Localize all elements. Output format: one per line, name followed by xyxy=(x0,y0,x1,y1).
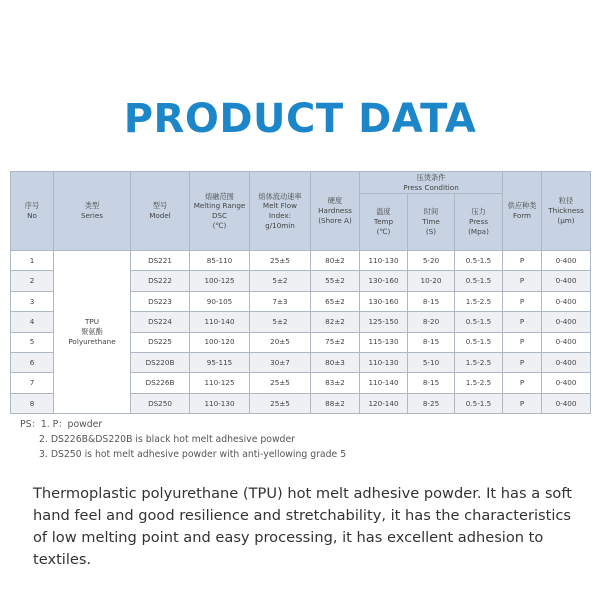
header-text: Press Condition xyxy=(403,182,459,192)
header-text: (Mpa) xyxy=(468,226,489,236)
table-row xyxy=(11,251,591,271)
cell-hardness: 82±2 xyxy=(311,312,360,332)
header-thickness xyxy=(542,172,591,251)
product-description: Thermoplastic polyurethane (TPU) hot melt adhesive powder. It has a soft hand feel and good resilience and stretchability, it has the characteristics of low melting point and easy processing, it has excellent adhesion to textiles. xyxy=(33,485,572,568)
header-melting-range xyxy=(190,172,250,251)
cell-hardness: 83±2 xyxy=(311,373,360,393)
cell-hardness: 55±2 xyxy=(311,271,360,291)
cell-no: 8 xyxy=(11,393,54,413)
cell-thickness: 0-400 xyxy=(542,271,591,291)
header-text: (℃) xyxy=(376,226,391,236)
cell-press: 0.5-1.5 xyxy=(455,332,503,352)
header-text: No xyxy=(27,211,37,220)
header-text: 供应种类 xyxy=(507,201,537,211)
cell-model: DS225 xyxy=(131,332,190,352)
cell-time: 8-25 xyxy=(408,393,455,413)
cell-melting: 85-110 xyxy=(190,251,250,271)
series-text: 聚氨酯 xyxy=(81,327,103,337)
note-item xyxy=(20,432,346,447)
header-text: Press xyxy=(469,217,488,227)
notes-prefix: PS： xyxy=(20,419,41,430)
note-item xyxy=(20,447,346,462)
cell-mfi: 5±2 xyxy=(250,312,311,332)
cell-time: 5-10 xyxy=(408,352,455,372)
cell-mfi: 30±7 xyxy=(250,352,311,372)
header-time xyxy=(408,194,455,251)
cell-temp: 115-130 xyxy=(360,332,408,352)
cell-no: 7 xyxy=(11,373,54,393)
header-text: Series xyxy=(80,211,104,220)
cell-model: DS222 xyxy=(131,271,190,291)
cell-press: 0.5-1.5 xyxy=(455,251,503,271)
cell-model: DS223 xyxy=(131,291,190,311)
series-cell xyxy=(54,251,131,414)
cell-time: 8-15 xyxy=(408,373,455,393)
cell-press: 1.5-2.5 xyxy=(455,373,503,393)
cell-time: 8-20 xyxy=(408,312,455,332)
cell-temp: 110-140 xyxy=(360,373,408,393)
header-form xyxy=(503,172,542,251)
header-text: Thickness xyxy=(548,206,584,216)
cell-temp: 125-150 xyxy=(360,312,408,332)
cell-thickness: 0-400 xyxy=(542,352,591,372)
cell-form: P xyxy=(503,271,542,291)
header-temp xyxy=(360,194,408,251)
header-text: 类型 xyxy=(84,201,100,211)
note-text: 1. P：powder xyxy=(40,419,103,430)
cell-form: P xyxy=(503,373,542,393)
cell-form: P xyxy=(503,312,542,332)
header-text: (μm) xyxy=(557,215,575,225)
header-hardness xyxy=(311,172,360,251)
cell-mfi: 7±3 xyxy=(250,291,311,311)
cell-melting: 110-140 xyxy=(190,312,250,332)
header-text: 熔体流动速率 xyxy=(258,191,302,201)
cell-thickness: 0-400 xyxy=(542,291,591,311)
cell-form: P xyxy=(503,291,542,311)
cell-melting: 110-130 xyxy=(190,393,250,413)
cell-time: 10-20 xyxy=(408,271,455,291)
header-model xyxy=(131,172,190,251)
page-title: PRODUCT DATA xyxy=(123,96,477,142)
cell-press: 1.5-2.5 xyxy=(455,352,503,372)
cell-melting: 90-105 xyxy=(190,291,250,311)
cell-temp: 110-130 xyxy=(360,352,408,372)
cell-hardness: 80±2 xyxy=(311,251,360,271)
cell-thickness: 0-400 xyxy=(542,373,591,393)
cell-time: 8-15 xyxy=(408,291,455,311)
cell-thickness: 0-400 xyxy=(542,332,591,352)
cell-thickness: 0-400 xyxy=(542,251,591,271)
header-text: 型号 xyxy=(152,201,168,211)
cell-hardness: 65±2 xyxy=(311,291,360,311)
cell-thickness: 0-400 xyxy=(542,393,591,413)
header-text: (Shore A) xyxy=(318,215,352,225)
cell-no: 2 xyxy=(11,271,54,291)
cell-no: 3 xyxy=(11,291,54,311)
header-text: Time xyxy=(422,217,440,227)
cell-temp: 120-140 xyxy=(360,393,408,413)
cell-model: DS250 xyxy=(131,393,190,413)
header-text: Form xyxy=(512,211,532,220)
header-press xyxy=(455,194,503,251)
cell-hardness: 88±2 xyxy=(311,393,360,413)
series-text: TPU xyxy=(85,317,99,327)
cell-form: P xyxy=(503,352,542,372)
cell-melting: 110-125 xyxy=(190,373,250,393)
cell-mfi: 20±5 xyxy=(250,332,311,352)
header-text: (S) xyxy=(425,226,437,236)
header-series xyxy=(54,172,131,251)
product-data-table xyxy=(10,171,591,414)
header-text: (℃) xyxy=(212,220,227,230)
header-press-condition xyxy=(360,172,503,194)
header-text: 序号 xyxy=(24,201,40,211)
header-text: 硬度 xyxy=(327,196,343,206)
cell-press: 1.5-2.5 xyxy=(455,291,503,311)
cell-model: DS224 xyxy=(131,312,190,332)
header-text: 熔融范围 xyxy=(205,191,234,201)
header-text: Temp xyxy=(373,217,394,227)
cell-melting: 100-120 xyxy=(190,332,250,352)
cell-press: 0.5-1.5 xyxy=(455,312,503,332)
header-melt-flow-index xyxy=(250,172,311,251)
header-text: 时间 xyxy=(423,207,439,217)
cell-time: 5-20 xyxy=(408,251,455,271)
cell-mfi: 5±2 xyxy=(250,271,311,291)
note-text: 2. DS226B&DS220B is black hot melt adhesive powder xyxy=(39,434,296,445)
header-text: 粒径 xyxy=(558,196,574,206)
cell-press: 0.5-1.5 xyxy=(455,393,503,413)
cell-temp: 130-160 xyxy=(360,291,408,311)
cell-no: 5 xyxy=(11,332,54,352)
cell-temp: 110-130 xyxy=(360,251,408,271)
cell-melting: 100-125 xyxy=(190,271,250,291)
note-item xyxy=(20,417,346,432)
header-text: Melt Flow xyxy=(262,201,298,211)
cell-hardness: 75±2 xyxy=(311,332,360,352)
cell-form: P xyxy=(503,332,542,352)
cell-form: P xyxy=(503,393,542,413)
cell-model: DS221 xyxy=(131,251,190,271)
cell-no: 4 xyxy=(11,312,54,332)
cell-press: 0.5-1.5 xyxy=(455,271,503,291)
cell-thickness: 0-400 xyxy=(542,312,591,332)
notes xyxy=(20,417,346,462)
note-text: 3. DS250 is hot melt adhesive powder with anti-yellowing grade 5 xyxy=(39,449,347,460)
header-text: Melting Range xyxy=(193,201,246,211)
header-text: Hardness xyxy=(318,206,352,216)
cell-mfi: 25±5 xyxy=(250,393,311,413)
cell-hardness: 80±3 xyxy=(311,352,360,372)
cell-model: DS220B xyxy=(131,352,190,372)
cell-form: P xyxy=(503,251,542,271)
header-text: DSC xyxy=(211,211,228,220)
header-text: Model xyxy=(149,211,171,220)
series-text: Polyurethane xyxy=(68,336,116,346)
cell-temp: 130-160 xyxy=(360,271,408,291)
header-text: 压力 xyxy=(471,207,486,217)
cell-no: 6 xyxy=(11,352,54,372)
cell-melting: 95-115 xyxy=(190,352,250,372)
header-text: Index: xyxy=(268,211,292,220)
cell-time: 8-15 xyxy=(408,332,455,352)
header-text: 压烫条件 xyxy=(416,172,446,182)
cell-model: DS226B xyxy=(131,373,190,393)
header-text: g/10min xyxy=(265,220,295,230)
cell-mfi: 25±5 xyxy=(250,251,311,271)
header-text: 温度 xyxy=(376,207,391,217)
cell-no: 1 xyxy=(11,251,54,271)
header-no xyxy=(11,172,54,251)
cell-mfi: 25±5 xyxy=(250,373,311,393)
